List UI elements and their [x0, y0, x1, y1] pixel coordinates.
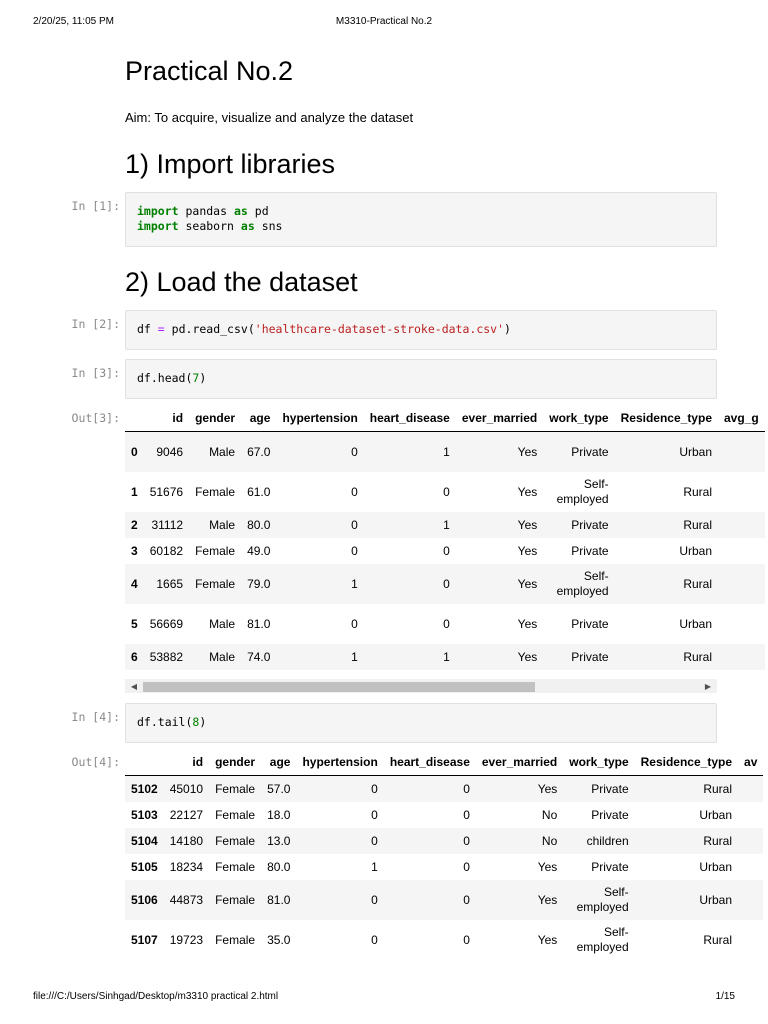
table-cell: Rural [703, 932, 733, 947]
table-cell: 60182 [149, 543, 184, 558]
table-cell: 1 [443, 649, 450, 664]
table-cell: 0 [443, 484, 450, 499]
table-cell: 9046 [156, 444, 184, 459]
table-cell: 13.0 [267, 833, 291, 848]
table-cell: Yes [517, 517, 538, 532]
table-cell: 57.0 [267, 781, 291, 796]
column-header: work_type [543, 404, 614, 432]
page-number: 1/15 [715, 991, 735, 1002]
table-row [125, 604, 765, 644]
table-cell [718, 472, 765, 512]
table-row [125, 564, 765, 604]
tail-table-container[interactable] [125, 748, 758, 958]
paren: ) [199, 715, 207, 729]
table-cell: 79.0 [247, 576, 271, 591]
table-cell [738, 854, 763, 880]
table-cell: 67.0 [247, 444, 271, 459]
table-cell [718, 538, 765, 564]
table-row [125, 538, 765, 564]
table-cell: Rural [703, 833, 733, 848]
table-row [125, 512, 765, 538]
index-header [125, 404, 144, 432]
column-header: gender [209, 748, 261, 776]
table-cell: Female [215, 932, 256, 947]
table-cell: Female [195, 484, 236, 499]
cell-3-prompt: In [3]: [71, 366, 120, 380]
table-cell [718, 644, 765, 670]
table-cell: Private [571, 616, 609, 631]
table-cell: 0 [463, 833, 470, 848]
table-cell: 53882 [149, 649, 184, 664]
section-load-dataset: 2) Load the dataset [125, 267, 358, 297]
table-cell [718, 432, 765, 472]
table-cell: Yes [537, 932, 558, 947]
row-index: 0 [131, 444, 138, 459]
output-3-prompt: Out[3]: [71, 411, 120, 425]
table-cell: 31112 [151, 517, 184, 532]
table-cell [738, 802, 763, 828]
table-cell: No [541, 833, 558, 848]
table-cell: Female [215, 892, 256, 907]
table-cell: 1665 [156, 576, 184, 591]
table-cell [718, 604, 765, 644]
code-cell-2[interactable] [125, 310, 717, 350]
table-cell: 0 [443, 543, 450, 558]
keyword: as [233, 204, 248, 218]
table-cell: Male [209, 616, 236, 631]
table-cell: 44873 [169, 892, 204, 907]
table-cell: 0 [463, 932, 470, 947]
table-cell: 49.0 [247, 543, 271, 558]
table-cell: Female [195, 576, 236, 591]
print-header [33, 16, 735, 30]
table-cell: 1 [443, 444, 450, 459]
table-cell: Female [215, 807, 256, 822]
table-cell: Self- employed [556, 476, 609, 506]
table-cell: Yes [517, 484, 538, 499]
table-row [125, 828, 763, 854]
column-header: hypertension [296, 748, 383, 776]
table-cell: No [541, 807, 558, 822]
table-cell: Private [591, 807, 629, 822]
table-cell: Female [215, 781, 256, 796]
print-timestamp: 2/20/25, 11:05 PM [33, 16, 114, 27]
code-cell-1[interactable] [125, 192, 717, 247]
cell-1-prompt: In [1]: [71, 199, 120, 213]
table-cell: Urban [679, 444, 712, 459]
table-cell: Yes [517, 649, 538, 664]
table-row [125, 644, 765, 670]
table-cell: 22127 [169, 807, 204, 822]
column-header: av [738, 748, 763, 776]
table-cell [738, 828, 763, 854]
table-cell: 35.0 [267, 932, 291, 947]
table-cell: 0 [443, 576, 450, 591]
table-cell: 81.0 [267, 892, 291, 907]
index-header [125, 748, 164, 776]
row-index: 5102 [131, 781, 158, 796]
output-4-prompt: Out[4]: [71, 755, 120, 769]
table-cell: Urban [679, 543, 712, 558]
table-row [125, 472, 765, 512]
table-cell: 1 [351, 576, 358, 591]
module-name: pandas [185, 204, 228, 218]
keyword: import [137, 204, 179, 218]
table-cell: 0 [463, 859, 470, 874]
table-cell: 0 [351, 616, 358, 631]
cell-4-prompt: In [4]: [71, 710, 120, 724]
row-index: 5 [131, 616, 138, 631]
paren: ) [504, 322, 511, 336]
row-index: 6 [131, 649, 138, 664]
table-cell: Urban [699, 892, 733, 907]
column-header: Residence_type [635, 748, 738, 776]
table-cell [738, 920, 763, 960]
table-cell: 0 [371, 833, 378, 848]
alias-name: sns [261, 219, 283, 233]
table-cell: 0 [371, 932, 378, 947]
table-cell: 0 [463, 807, 470, 822]
table-cell: 61.0 [247, 484, 271, 499]
row-index: 5105 [131, 859, 158, 874]
table-cell: Yes [517, 616, 538, 631]
column-header: age [261, 748, 296, 776]
table-cell: Rural [683, 649, 712, 664]
table-row [125, 880, 763, 920]
module-name: seaborn [185, 219, 234, 233]
print-title: M3310-Practical No.2 [335, 16, 433, 27]
table-cell: Urban [679, 616, 712, 631]
keyword: as [240, 219, 255, 233]
table-cell: Yes [537, 781, 558, 796]
cell-2-prompt: In [2]: [71, 317, 120, 331]
table-cell: Urban [699, 859, 733, 874]
table-cell: Yes [537, 859, 558, 874]
table-cell: Private [571, 543, 609, 558]
table-row [125, 920, 763, 960]
table-cell [738, 880, 763, 920]
table-cell: 45010 [169, 781, 204, 796]
column-header: heart_disease [364, 404, 456, 432]
table-cell: 56669 [149, 616, 184, 631]
table-row [125, 776, 763, 802]
column-header: id [164, 748, 209, 776]
table-cell: Urban [699, 807, 733, 822]
table-cell: 80.0 [267, 859, 291, 874]
print-footer [33, 991, 735, 1005]
table-row [125, 802, 763, 828]
table-cell: 1 [443, 517, 450, 532]
table-cell: 18234 [169, 859, 204, 874]
column-header: avg_g [718, 404, 765, 432]
row-index: 1 [131, 484, 138, 499]
string-literal: 'healthcare-dataset-stroke-data.csv' [254, 322, 505, 336]
table-cell: Yes [517, 576, 538, 591]
function-call: df.head( [137, 371, 193, 385]
row-index: 2 [131, 517, 138, 532]
row-index: 5103 [131, 807, 158, 822]
table-cell [718, 512, 765, 538]
table-cell: Male [209, 444, 236, 459]
table-cell: Rural [683, 517, 712, 532]
table-cell: 0 [371, 892, 378, 907]
section-import-libraries: 1) Import libraries [125, 149, 336, 179]
column-header: age [241, 404, 276, 432]
table-cell: Yes [537, 892, 558, 907]
table-cell: 18.0 [267, 807, 291, 822]
scroll-left-icon[interactable]: ◀ [130, 682, 138, 691]
table-cell: 0 [463, 892, 470, 907]
table-cell [718, 564, 765, 604]
column-header: gender [189, 404, 241, 432]
number-literal: 7 [192, 371, 200, 385]
number-literal: 8 [192, 715, 200, 729]
table-cell: Private [571, 444, 609, 459]
code-cell-4[interactable] [125, 703, 717, 743]
table-cell [738, 776, 763, 802]
paren: ) [199, 371, 207, 385]
table-cell: 0 [443, 616, 450, 631]
table-cell: Private [571, 649, 609, 664]
column-header: work_type [563, 748, 634, 776]
table-cell: Female [215, 859, 256, 874]
table-cell: 0 [351, 517, 358, 532]
column-header: ever_married [476, 748, 563, 776]
alias-name: pd [254, 204, 269, 218]
column-header: ever_married [456, 404, 543, 432]
row-index: 5106 [131, 892, 158, 907]
table-row [125, 432, 765, 472]
table-cell: 80.0 [247, 517, 271, 532]
scroll-right-icon[interactable]: ▶ [704, 682, 712, 691]
variable: df [137, 322, 151, 336]
operator: = [157, 322, 165, 336]
table-cell: children [586, 833, 629, 848]
function-call: df.tail( [137, 715, 193, 729]
scrollbar-thumb[interactable] [143, 682, 535, 692]
table-cell: Private [571, 517, 609, 532]
table-cell: 74.0 [247, 649, 271, 664]
table-cell: Private [591, 781, 629, 796]
table-cell: 14180 [169, 833, 204, 848]
table-cell: Self- employed [576, 884, 629, 914]
row-index: 4 [131, 576, 138, 591]
table-cell: Male [209, 649, 236, 664]
table-cell: Rural [683, 484, 712, 499]
table-row [125, 854, 763, 880]
table-cell: 0 [351, 444, 358, 459]
function-call: pd.read_csv( [171, 322, 255, 336]
code-cell-3[interactable] [125, 359, 717, 399]
page-title: Practical No.2 [125, 56, 294, 86]
column-header: heart_disease [384, 748, 476, 776]
head-table-container[interactable] [125, 404, 759, 668]
keyword: import [137, 219, 179, 233]
print-url: file:///C:/Users/Sinhgad/Desktop/m3310 practical 2.html [33, 991, 279, 1002]
table-cell: Rural [683, 576, 712, 591]
head-dataframe [125, 404, 765, 670]
table-cell: Male [209, 517, 236, 532]
table-cell: 0 [463, 781, 470, 796]
table-cell: 19723 [169, 932, 204, 947]
table-cell: 0 [371, 781, 378, 796]
table-cell: Private [591, 859, 629, 874]
tail-dataframe [125, 748, 763, 960]
table-cell: 1 [371, 859, 378, 874]
row-index: 3 [131, 543, 138, 558]
table-cell: Female [215, 833, 256, 848]
horizontal-scrollbar[interactable] [125, 679, 717, 693]
table-cell: Rural [703, 781, 733, 796]
table-cell: Self- employed [576, 924, 629, 954]
table-cell: Yes [517, 543, 538, 558]
table-cell: Self- employed [556, 568, 609, 598]
column-header: id [144, 404, 189, 432]
table-cell: 0 [351, 484, 358, 499]
aim-text: Aim: To acquire, visualize and analyze the dataset [125, 110, 414, 125]
row-index: 5104 [131, 833, 158, 848]
row-index: 5107 [131, 932, 158, 947]
table-cell: Yes [517, 444, 538, 459]
table-cell: 0 [371, 807, 378, 822]
column-header: Residence_type [615, 404, 718, 432]
table-cell: 81.0 [247, 616, 271, 631]
table-cell: 0 [351, 543, 358, 558]
column-header: hypertension [276, 404, 363, 432]
table-cell: 1 [351, 649, 358, 664]
table-cell: 51676 [149, 484, 184, 499]
table-cell: Female [195, 543, 236, 558]
